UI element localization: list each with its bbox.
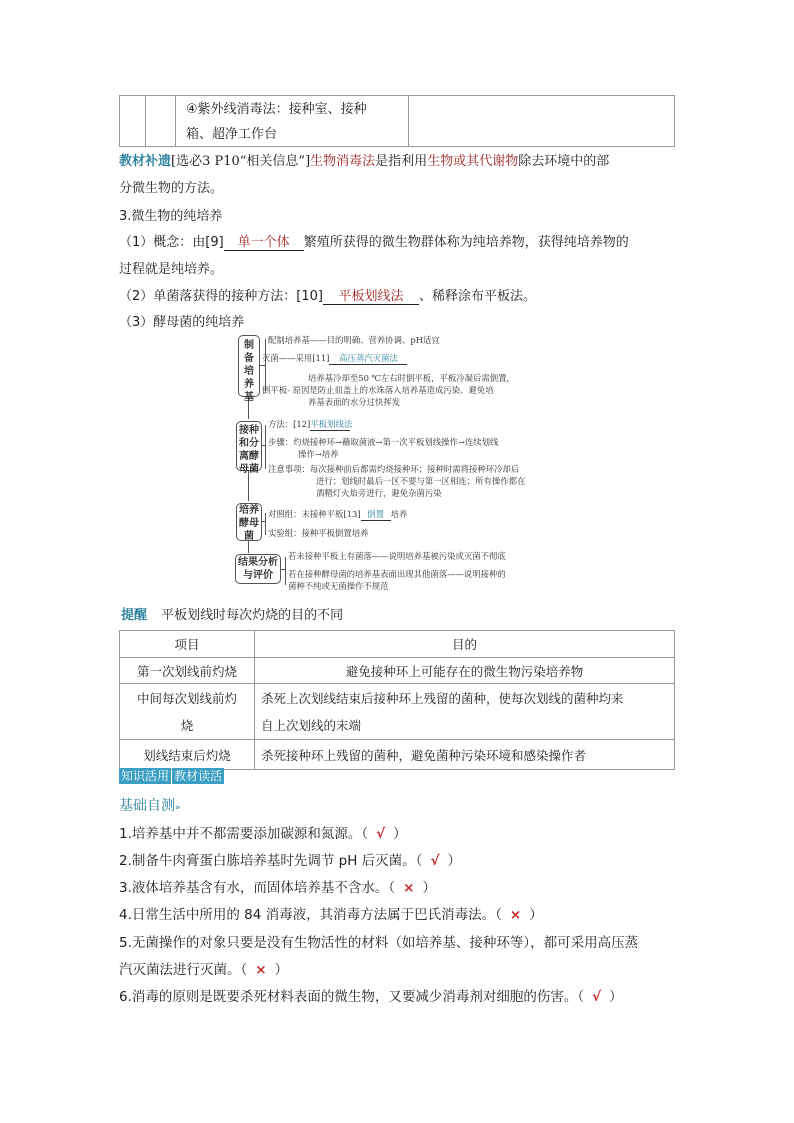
table-cell-line: ④紫外线消毒法：接种室、接种 (186, 102, 367, 117)
answer-blank: 单一个体 (224, 231, 304, 251)
section-badges (119, 768, 224, 784)
flow-text: 对照组：未接种平板[13] 倒置 培养 (268, 509, 408, 519)
table-header-row (120, 631, 675, 658)
paragraph-concept (119, 231, 629, 251)
answer-blank: 平板划线法 (323, 285, 419, 305)
table-row (120, 740, 675, 770)
answer-blank: 平板划线法 (310, 419, 353, 429)
flow-text: 操作→培养 (298, 449, 339, 459)
flow-text: 配制培养基——目的明确、营养协调、pH适宜 (268, 335, 440, 345)
supplement-tag: 教材补遗 (119, 154, 172, 169)
table-cell: 第一次划线前灼烧 (120, 658, 255, 684)
table-divider (145, 96, 146, 146)
answer-mark: × (509, 907, 522, 923)
answer-mark: × (403, 880, 415, 896)
flow-text: 培养基冷却至50 ℃左右时倒平板，平板冷凝后需倒置， (308, 373, 515, 383)
supplement-term: 生物或其代谢物 (427, 154, 519, 169)
quiz-title: 基础自测» (119, 798, 181, 814)
supplement-line2: 分微生物的方法。 (119, 181, 224, 196)
bracket (265, 513, 266, 535)
paragraph-yeast: （3）酵母菌的纯培养 (119, 315, 245, 330)
table-header: 项目 (120, 631, 255, 658)
quiz-item: 4.日常生活中所用的 84 消毒液，其消毒方法属于巴氏消毒法。（ × ） (119, 907, 543, 923)
table-cell-line: 箱、超净工作台 (186, 127, 278, 142)
tip-heading (121, 604, 343, 623)
table-divider (408, 96, 409, 146)
supplement-text: 是指利用 (375, 154, 428, 169)
answer-mark: √ (592, 989, 602, 1005)
flow-text: 注意事项：每次接种前后都需灼烧接种环；接种时需将接种环冷却后 (268, 464, 520, 474)
quiz-item: 6.消毒的原则是既要杀死材料表面的微生物，又要减少消毒剂对细胞的伤害。（ √ ） (119, 989, 623, 1005)
flow-text: 方法：[12]平板划线法 (268, 419, 353, 429)
table-cell: 避免接种环上可能存在的微生物污染培养物 (255, 658, 675, 684)
tip-table (119, 630, 675, 770)
table-cell: 杀死接种环上残留的菌种，避免菌种污染环境和感染操作者 (255, 740, 675, 770)
flow-text: 进行；划线时最后一区不要与第一区相连；所有操作都在 (316, 476, 526, 486)
flow-text: 若在接种酵母菌的培养基表面出现其他菌落——说明接种的 (288, 569, 506, 579)
quiz-item: 3.液体培养基含有水，而固体培养基不含水。（ × ） (119, 880, 436, 896)
step-box-prepare-medium: 制 备 培 养 基 (238, 335, 260, 397)
chevron-icon: » (175, 803, 181, 813)
flow-text: 灭菌——采用[11] 高压蒸汽灭菌法 (262, 353, 407, 365)
tip-title: 平板划线时每次灼烧的目的不同 (161, 608, 344, 623)
badge-textbook: 教材读活 (174, 769, 223, 783)
step-box-culture-yeast: 培养 酵母 菌 (236, 503, 262, 541)
flow-text: 酒精灯火焰旁进行，避免杂菌污染 (316, 488, 442, 498)
flow-text: 若未接种平板上有菌落——说明培养基被污染或灭菌不彻底 (288, 551, 506, 561)
tip-tag: 提醒 (121, 608, 148, 623)
answer-blank: 倒置 (361, 509, 391, 521)
flow-text: 步骤：灼烧接种环→蘸取菌液→第一次平板划线操作→连续划线 (268, 437, 499, 447)
table-row (120, 684, 675, 740)
table-divider (175, 96, 176, 146)
paragraph-text: （2）单菌落获得的接种方法：[10] (119, 289, 323, 304)
section-title: 3.微生物的纯培养 (119, 209, 223, 224)
paragraph-text: （1）概念：由[9] (119, 235, 224, 250)
quiz-item-line2: 汽灭菌法进行灭菌。（ × ） (119, 962, 289, 978)
table-header: 目的 (255, 631, 675, 658)
yeast-culture-flowchart (232, 333, 572, 595)
table-cell: 划线结束后灼烧 (120, 740, 255, 770)
table-cell: 杀死上次划线结束后接种环上残留的菌种，使每次划线的菌种均来 自上次划线的末端 (255, 684, 675, 740)
supplement-text: 除去环境中的部 (518, 154, 610, 169)
flow-text: 养基表面的水分过快挥发 (308, 397, 401, 407)
paragraph-concept-line2: 过程就是纯培养。 (119, 262, 224, 277)
flow-text: 实验组：接种平板倒置培养 (268, 528, 369, 538)
answer-mark: √ (430, 853, 440, 869)
supplement-ref: [选必3 P10“相关信息”] (171, 154, 311, 169)
paragraph-method (119, 285, 536, 305)
flow-text: 菌种不纯或无菌操作不规范 (288, 581, 389, 591)
quiz-item: 1.培养基中并不都需要添加碳源和氮源。（ √ ） (119, 826, 407, 842)
bracket (265, 339, 266, 391)
bracket (285, 557, 286, 585)
badge-knowledge: 知识活用 (121, 769, 170, 783)
answer-mark: × (255, 962, 267, 978)
table-row (120, 658, 675, 684)
flow-text: 倒平板- 原因是防止皿盖上的水珠落入培养基造成污染、避免培 (262, 385, 494, 395)
table-cell: 中间每次划线前灼 烧 (120, 684, 255, 740)
paragraph-text: 、稀释涂布平板法。 (418, 289, 536, 304)
supplement-line (119, 150, 609, 169)
quiz-item: 5.无菌操作的对象只要是没有生物活性的材料（如培养基、接种环等），都可采用高压蒸 (119, 935, 639, 951)
answer-mark: √ (376, 826, 386, 842)
step-box-analysis: 结果分析 与评价 (235, 554, 281, 584)
quiz-item: 2.制备牛肉膏蛋白胨培养基时先调节 pH 后灭菌。（ √ ） (119, 853, 461, 869)
bracket (265, 425, 266, 469)
step-box-inoculate: 接种 和分 离酵 母菌 (236, 421, 262, 471)
supplement-term: 生物消毒法 (310, 154, 376, 169)
answer-blank: 高压蒸汽灭菌法 (329, 353, 407, 365)
top-table-fragment (119, 95, 675, 147)
paragraph-text: 繁殖所获得的微生物群体称为纯培养物，获得纯培养物的 (303, 235, 629, 250)
